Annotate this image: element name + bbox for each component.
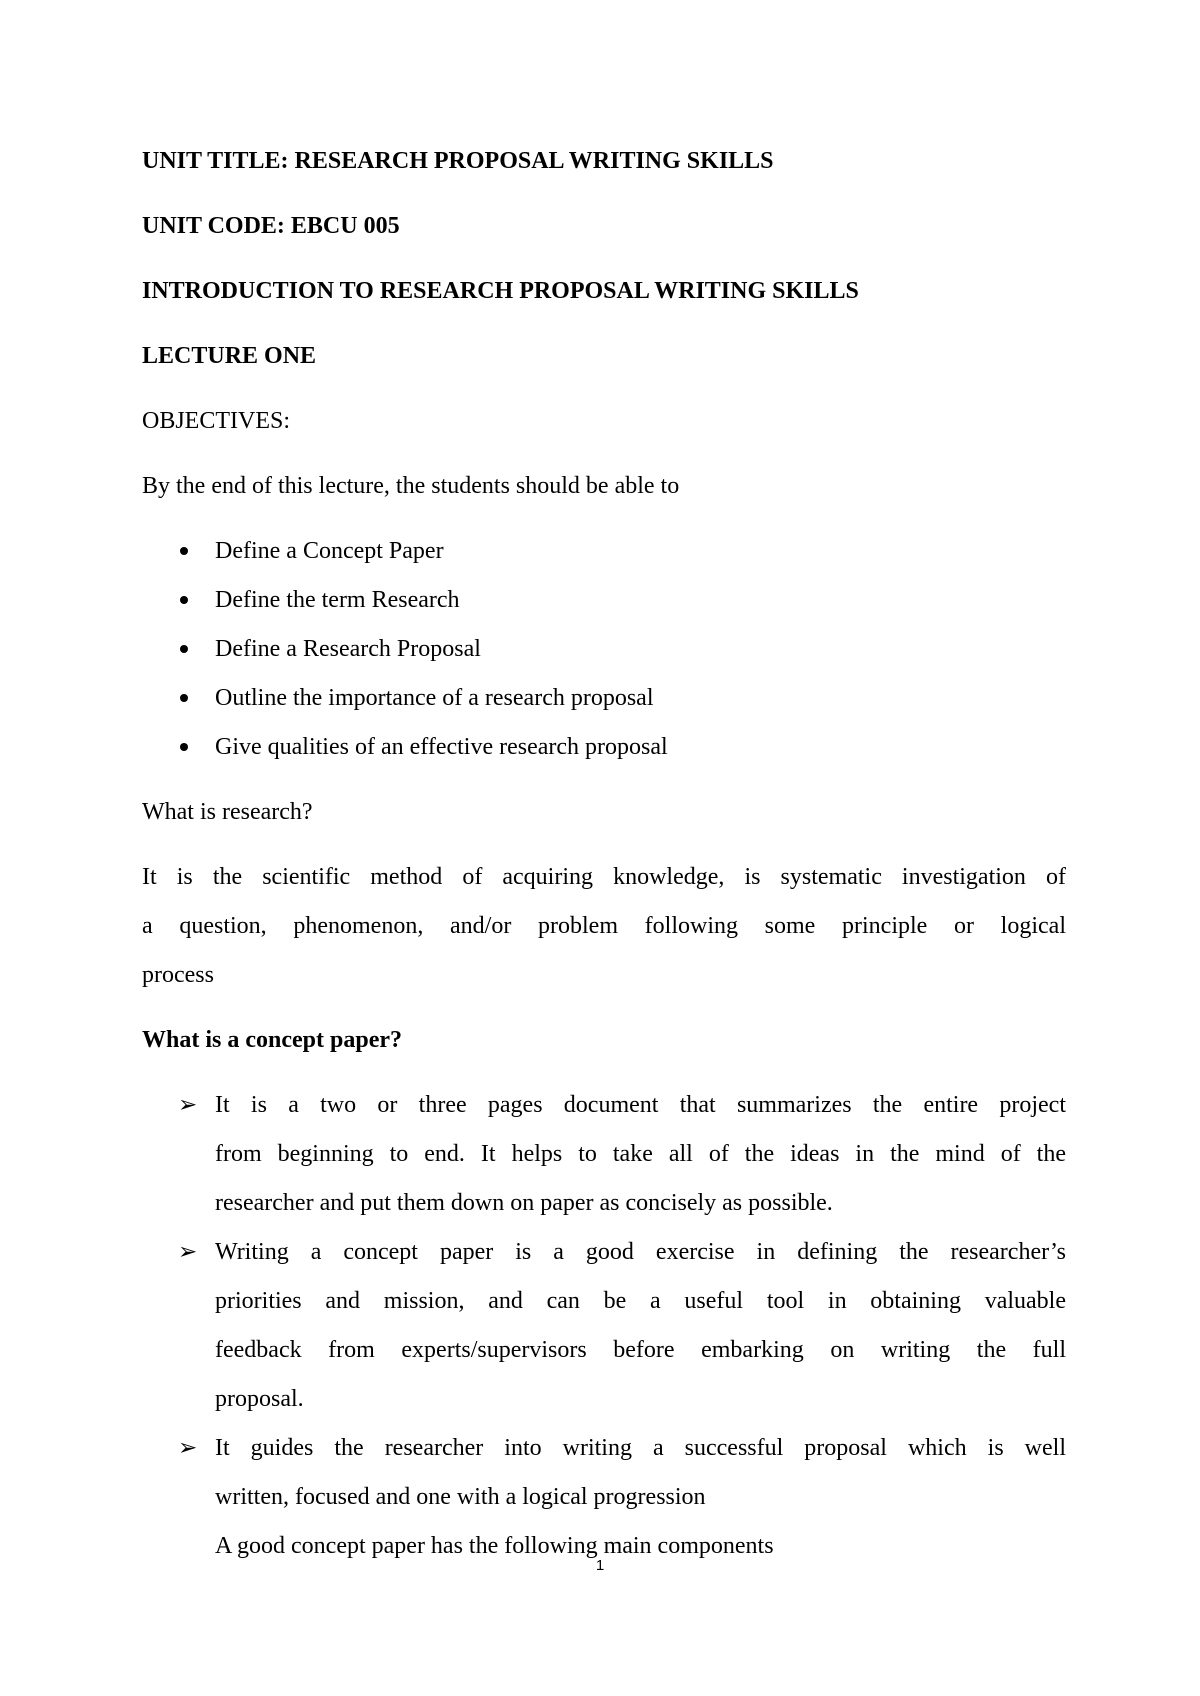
objectives-lead: By the end of this lecture, the students should be able to — [142, 473, 680, 499]
concept-point-line: Writing a concept paper is a good exercise in defining the researcher’s — [215, 1239, 1066, 1265]
concept-paper-closing: A good concept paper has the following main components — [215, 1533, 774, 1559]
bullet-icon — [180, 743, 188, 751]
objective-item: Define the term Research — [215, 587, 460, 613]
bullet-icon — [180, 645, 188, 653]
concept-point-line: written, focused and one with a logical progression — [215, 1484, 706, 1510]
research-question: What is research? — [142, 799, 313, 825]
concept-point-line: priorities and mission, and can be a useful tool in obtaining valuable — [215, 1288, 1066, 1314]
concept-point-line: researcher and put them down on paper as concisely as possible. — [215, 1190, 833, 1216]
arrow-bullet-icon: ➢ — [178, 1435, 198, 1461]
objective-item: Define a Concept Paper — [215, 538, 444, 564]
bullet-icon — [180, 694, 188, 702]
concept-point-line: from beginning to end. It helps to take all of the ideas in the mind of the — [215, 1141, 1066, 1167]
bullet-icon — [180, 547, 188, 555]
page-number: 1 — [595, 1557, 605, 1574]
objectives-heading: OBJECTIVES: — [142, 408, 291, 434]
research-answer-line: It is the scientific method of acquiring knowledge, is systematic investigation of — [142, 864, 1066, 890]
objective-item: Outline the importance of a research proposal — [215, 685, 654, 711]
concept-paper-heading: What is a concept paper? — [142, 1027, 402, 1053]
lecture-label: LECTURE ONE — [142, 343, 317, 369]
arrow-bullet-icon: ➢ — [178, 1092, 198, 1118]
unit-title: UNIT TITLE: RESEARCH PROPOSAL WRITING SKILLS — [142, 148, 774, 174]
concept-point-line: feedback from experts/supervisors before embarking on writing the full — [215, 1337, 1066, 1363]
research-answer-line: a question, phenomenon, and/or problem following some principle or logical — [142, 913, 1066, 939]
concept-point-line: It guides the researcher into writing a successful proposal which is well — [215, 1435, 1066, 1461]
bullet-icon — [180, 596, 188, 604]
objective-item: Define a Research Proposal — [215, 636, 481, 662]
unit-code: UNIT CODE: EBCU 005 — [142, 213, 400, 239]
objective-item: Give qualities of an effective research proposal — [215, 734, 668, 760]
intro-title: INTRODUCTION TO RESEARCH PROPOSAL WRITING SKILLS — [142, 278, 859, 304]
arrow-bullet-icon: ➢ — [178, 1239, 198, 1265]
research-answer-line: process — [142, 962, 214, 988]
concept-point-line: It is a two or three pages document that summarizes the entire project — [215, 1092, 1066, 1118]
concept-point-line: proposal. — [215, 1386, 304, 1412]
